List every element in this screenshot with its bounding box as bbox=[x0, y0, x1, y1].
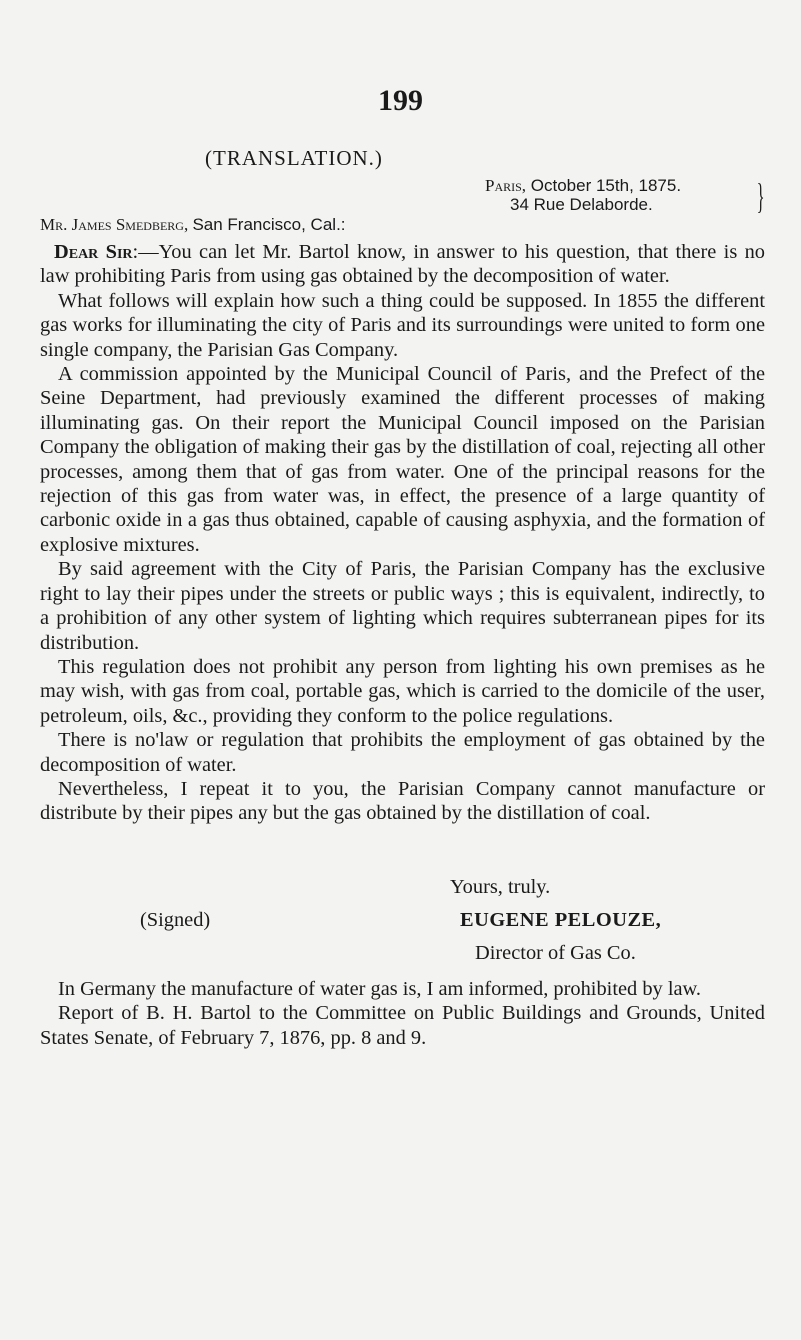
signature-row bbox=[40, 904, 765, 937]
paragraph-text: :—You can let Mr. Bartol know, in answer to his question, that there is no law prohibiting Paris from using gas obtained by the decomposition of water. bbox=[40, 241, 765, 288]
brace-glyph: } bbox=[756, 176, 765, 216]
dateline-line1 bbox=[485, 176, 681, 195]
page-number: 199 bbox=[378, 84, 423, 117]
addressee-location: San Francisco, Cal.: bbox=[192, 215, 346, 234]
paragraph: This regulation does not prohibit any person from lighting his own premises as he may wish, with gas from coal, portable gas, which is carried to the domicile of the user, petroleum, oils, &c., providing they conform to the police regulations. bbox=[40, 655, 765, 727]
dateline-date: October 15th, 1875. bbox=[530, 176, 682, 195]
translation-heading: (TRANSLATION.) bbox=[205, 146, 383, 170]
post-letter-text bbox=[40, 977, 765, 1050]
paragraph: What follows will explain how such a thing could be supposed. In 1855 the different gas works for illuminating the city of Paris and its surroundings were united to form one single company, the Parisian Gas Company. bbox=[40, 289, 765, 361]
paragraph: Nevertheless, I repeat it to you, the Parisian Company cannot manufacture or distribute by their pipes any but the gas obtained by the distillation of coal. bbox=[40, 777, 765, 825]
letter-closing bbox=[40, 871, 765, 970]
paragraph: Report of B. H. Bartol to the Committee on Public Buildings and Grounds, United States Senate, of February 7, 1876, pp. 8 and 9. bbox=[40, 1002, 765, 1049]
dateline-place: Paris, bbox=[485, 176, 527, 195]
paragraph: By said agreement with the City of Paris, the Parisian Company has the exclusive right to lay their pipes under the streets or public ways ; this is equivalent, indirectly, to a prohibition of any other system of lighting which requires subterranean pipes for its distribution. bbox=[40, 558, 765, 654]
complimentary-close: Yours, truly. bbox=[450, 876, 551, 898]
signer-name: EUGENE PELOUZE, bbox=[460, 909, 662, 931]
addressee bbox=[40, 215, 346, 235]
paragraph: In Germany the manufacture of water gas is, I am informed, prohibited by law. bbox=[58, 978, 702, 1000]
letter-body bbox=[40, 240, 765, 826]
signed-label: (Signed) bbox=[140, 909, 211, 931]
dateline bbox=[485, 176, 681, 214]
paragraph: There is no'law or regulation that prohibits the employment of gas obtained by the decomposition of water. bbox=[40, 729, 765, 776]
addressee-name: Mr. James Smedberg, bbox=[40, 215, 189, 234]
paragraph: A commission appointed by the Municipal Council of Paris, and the Prefect of the Seine Department, had previously examined the different processes of making illuminating gas. On their report the Municipal Council imposed on the Parisian Company the obligation of making their gas by the distillation of coal, rejecting all other processes, among them that of gas from water. One of the principal reasons for the rejection of this gas from water was, in effect, the presence of a large quantity of carbonic oxide in a gas thus obtained, capable of causing asphyxia, and the formation of explosive mixtures. bbox=[40, 363, 765, 556]
paragraph bbox=[40, 240, 765, 289]
dateline-address: 34 Rue Delaborde. bbox=[510, 195, 653, 214]
salutation: Dear Sir bbox=[54, 241, 133, 263]
signer-title: Director of Gas Co. bbox=[475, 942, 636, 964]
